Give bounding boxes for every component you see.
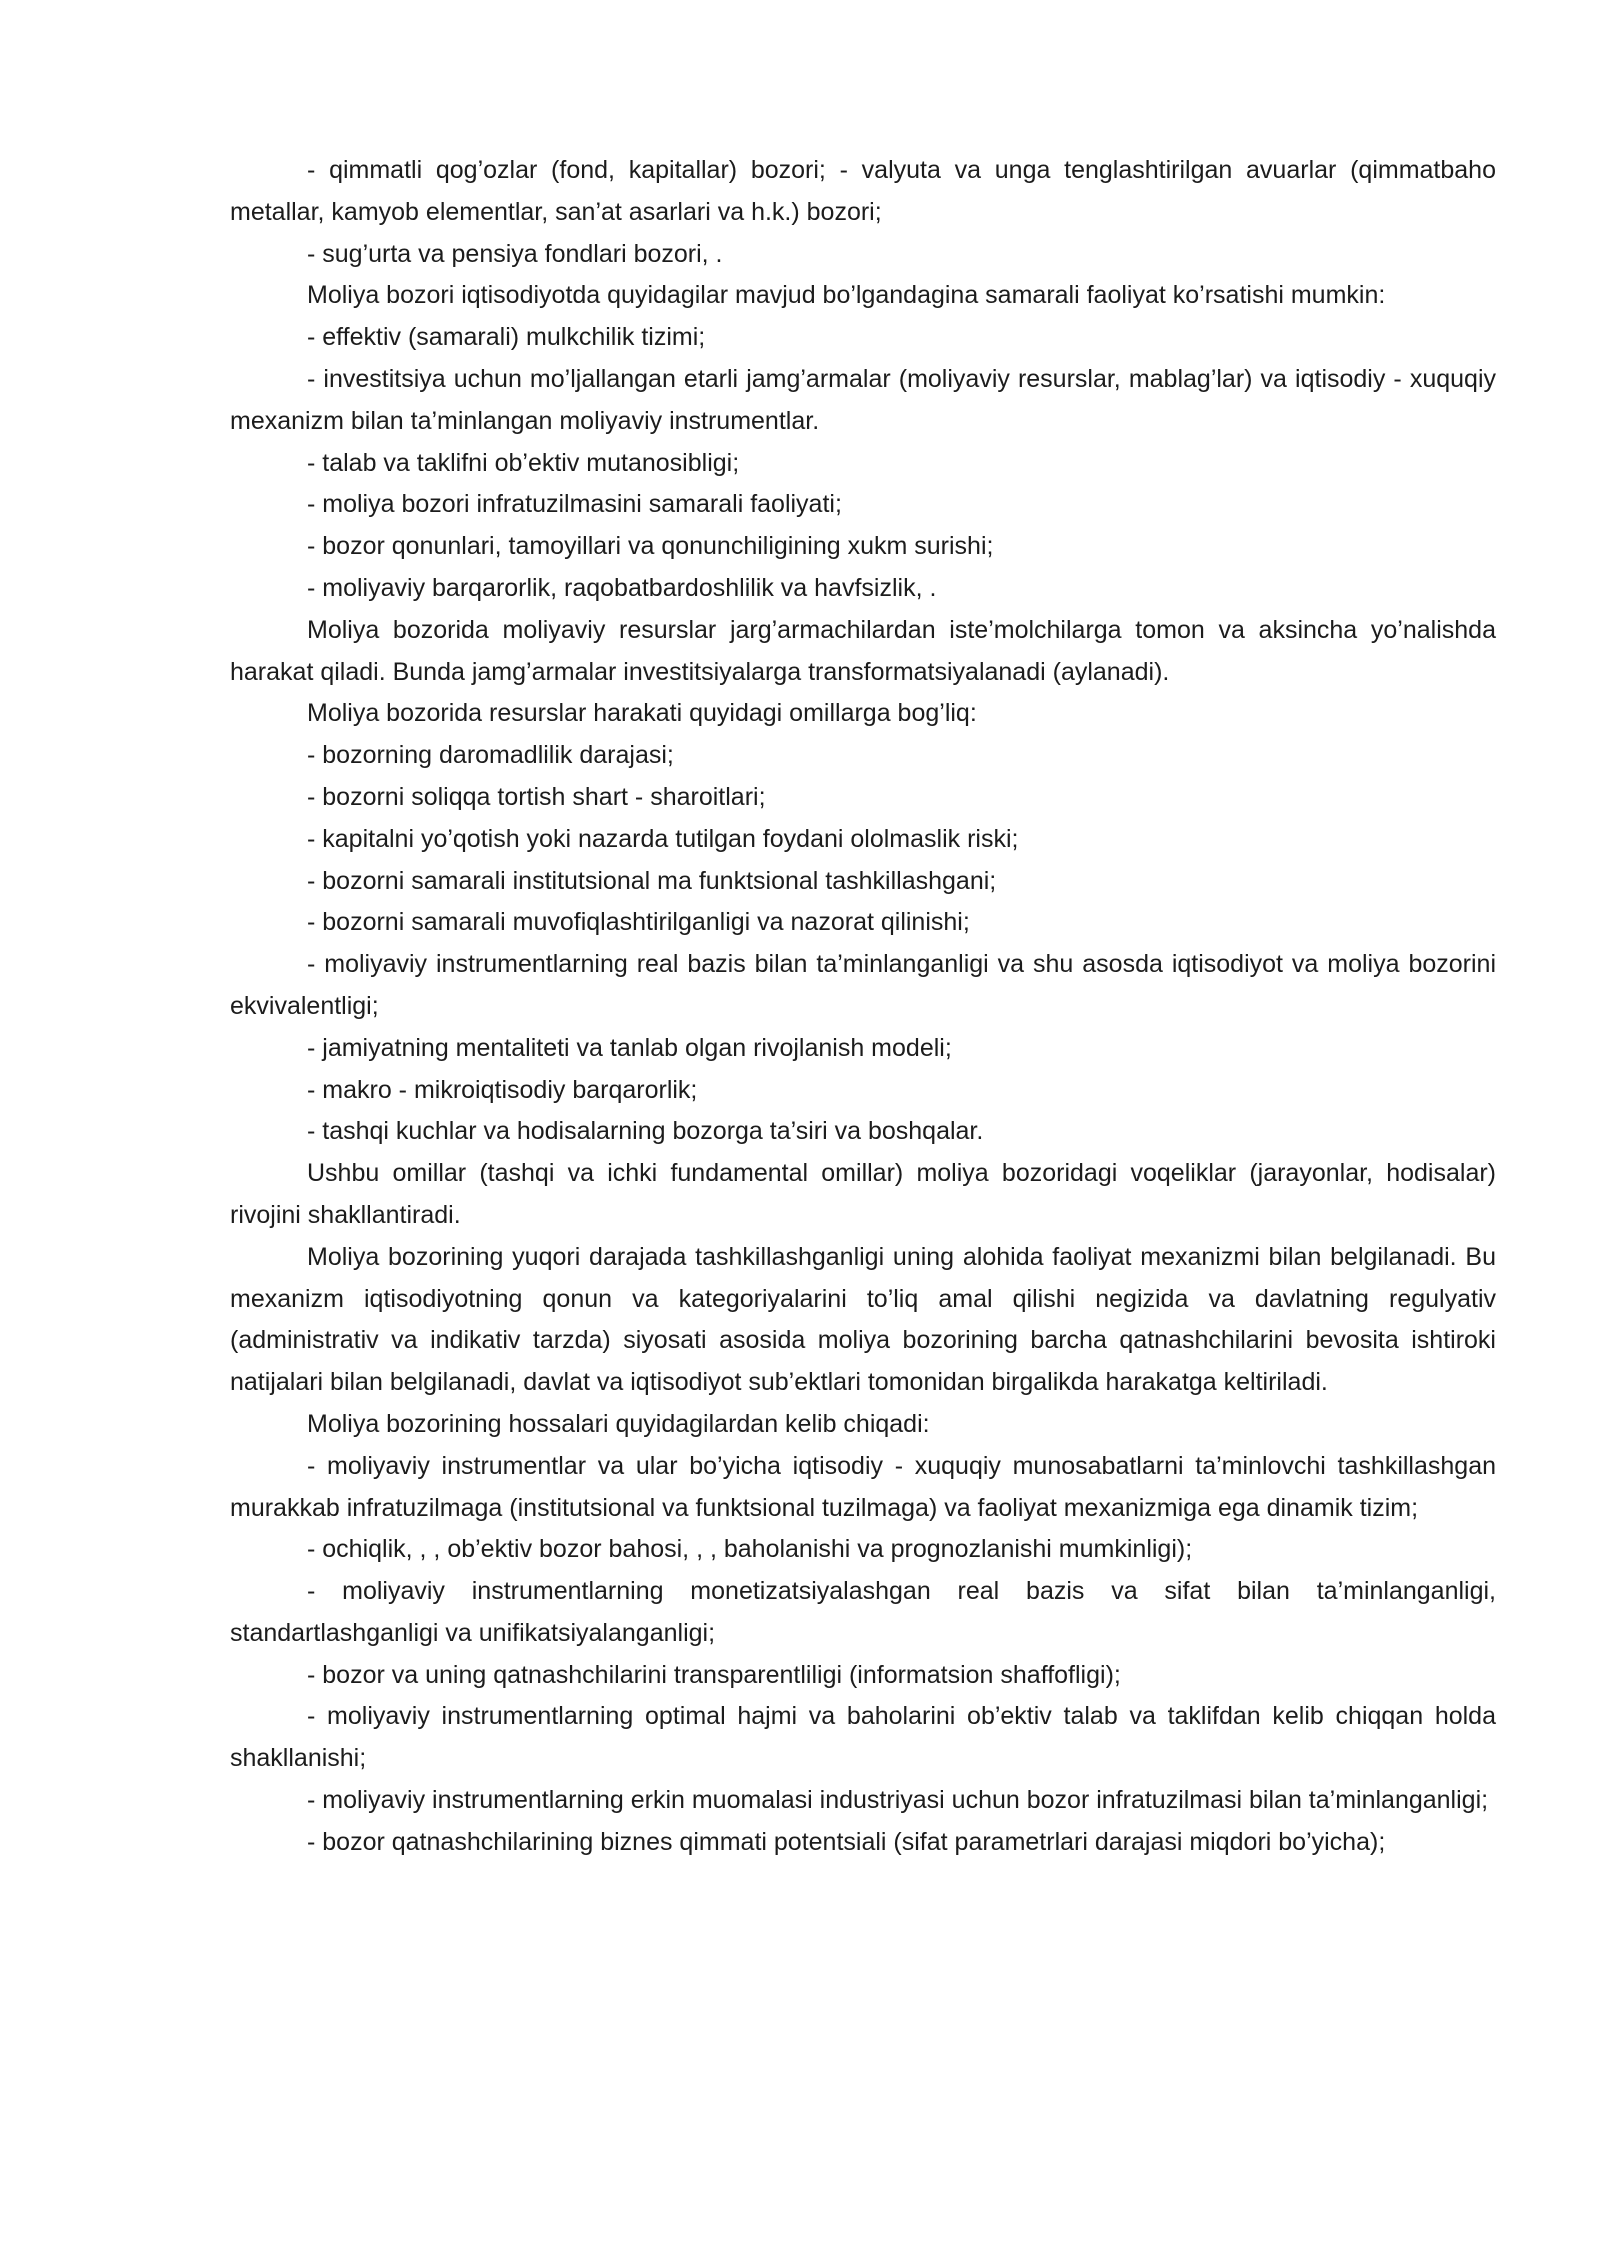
list-item-external-forces: - tashqi kuchlar va hodisalarning bozorga ta’siri va boshqalar. <box>307 1117 984 1146</box>
paragraph-efficiency-conditions: Moliya bozori iqtisodiyotda quyidagilar mavjud bo’lgandagina samarali faoliyat ko’rsatishi mumkin: <box>307 281 1386 310</box>
list-item-mentality: - jamiyatning mentaliteti va tanlab olgan rivojlanish modeli; <box>307 1033 952 1062</box>
list-item-institutional-organization: - bozorni samarali institutsional ma funktsional tashkillashgani; <box>307 866 997 895</box>
list-item-dynamic-system: - moliyaviy instrumentlar va ular bo’yicha iqtisodiy - xuquqiy munosabatlarni ta’minlovchi tashkillashgan murakkab infratuzilmaga (institutsional va funktsional tuzilmaga) va faoliyat mexanizmiga ega dinamik tizim; <box>230 1451 1496 1522</box>
list-item-taxation: - bozorni soliqqa tortish shart - sharoitlari; <box>307 782 766 811</box>
paragraph-securities-currency-markets: - qimmatli qog’ozlar (fond, kapitallar) bozori; - valyuta va unga tenglashtirilgan avuarlar (qimmatbaho metallar, kamyob elementlar, san’at asarlari va h.k.) bozori; <box>230 156 1496 226</box>
list-item-coordination-control: - bozorni samarali muvofiqlashtirilganligi va nazorat qilinishi; <box>307 908 970 937</box>
list-item-openness: - ochiqlik, , , ob’ektiv bozor bahosi, , , baholanishi va prognozlanishi mumkinligi); <box>307 1535 1193 1564</box>
list-item-infrastructure: - moliya bozori infratuzilmasini samarali faoliyati; <box>307 490 842 519</box>
document-body <box>230 150 1496 1864</box>
paragraph-insurance-pension-market: - sug’urta va pensiya fondlari bozori, . <box>307 239 723 268</box>
list-item-macro-micro-stability: - makro - mikroiqtisodiy barqarorlik; <box>307 1075 698 1104</box>
list-item-free-circulation: - moliyaviy instrumentlarning erkin muomalasi industriyasi uchun bozor infratuzilmasi bilan ta’minlanganligi; <box>307 1786 1489 1815</box>
list-item-optimal-volume: - moliyaviy instrumentlarning optimal hajmi va baholarini ob’ektiv talab va taklifdan kelib chiqqan holda shakllanishi; <box>230 1702 1496 1773</box>
list-item-investment-savings: - investitsiya uchun mo’ljallangan etarli jamg’armalar (moliyaviy resurslar, mablag’lar) va iqtisodiy - xuquqiy mexanizm bilan ta’minlangan moliyaviy instrumentlar. <box>230 364 1496 435</box>
paragraph-market-mechanism: Moliya bozorining yuqori darajada tashkillashganligi uning alohida faoliyat mexanizmi bilan belgilanadi. Bu mexanizm iqtisodiyotning qonun va kategoriyalarini to’liq amal qilishi negizida va davlatning regulyativ (administrativ va indikativ tarzda) siyosati asosida moliya bozorining barcha qatnashchilarini bevosita ishtiroki natijalari bilan belgilanadi, davlat va iqtisodiyot sub’ektlari tomonidan birgalikda harakatga keltiriladi. <box>230 1242 1496 1397</box>
paragraph-fundamental-factors: Ushbu omillar (tashqi va ichki fundamental omillar) moliya bozoridagi voqeliklar (jarayonlar, hodisalar) rivojini shakllantiradi. <box>230 1159 1496 1229</box>
list-item-ownership-system: - effektiv (samarali) mulkchilik tizimi; <box>307 323 706 352</box>
list-item-market-laws: - bozor qonunlari, tamoyillari va qonunchiligining xukm surishi; <box>307 532 994 561</box>
list-item-transparency: - bozor va uning qatnashchilarini transparentliligi (informatsion shaffofligi); <box>307 1660 1121 1689</box>
list-item-business-value: - bozor qatnashchilarining biznes qimmati potentsiali (sifat parametrlari darajasi miqdori bo’yicha); <box>307 1827 1386 1856</box>
list-item-financial-stability: - moliyaviy barqarorlik, raqobatbardoshlilik va havfsizlik, . <box>307 573 937 602</box>
list-item-capital-risk: - kapitalni yo’qotish yoki nazarda tutilgan foydani ololmaslik riski; <box>307 824 1019 853</box>
list-item-monetization: - moliyaviy instrumentlarning monetizatsiyalashgan real bazis va sifat bilan ta’minlanganligi, standartlashganligi va unifikatsiyalanganligi; <box>230 1577 1496 1647</box>
paragraph-resource-flow: Moliya bozorida moliyaviy resurslar jarg’armachilardan iste’molchilarga tomon va aksincha yo’nalishda harakat qiladi. Bunda jamg’armalar investitsiyalarga transformatsiyalanadi (aylanadi). <box>230 615 1496 686</box>
paragraph-properties-intro: Moliya bozorining hossalari quyidagilardan kelib chiqadi: <box>307 1409 930 1438</box>
list-item-real-basis: - moliyaviy instrumentlarning real bazis bilan ta’minlanganligi va shu asosda iqtisodiyot va moliya bozorini ekvivalentligi; <box>230 950 1496 1020</box>
list-item-supply-demand-balance: - talab va taklifni ob’ektiv mutanosibligi; <box>307 448 740 477</box>
paragraph-resource-factors-intro: Moliya bozorida resurslar harakati quyidagi omillarga bog’liq: <box>307 699 977 728</box>
list-item-profitability: - bozorning daromadlilik darajasi; <box>307 741 674 770</box>
